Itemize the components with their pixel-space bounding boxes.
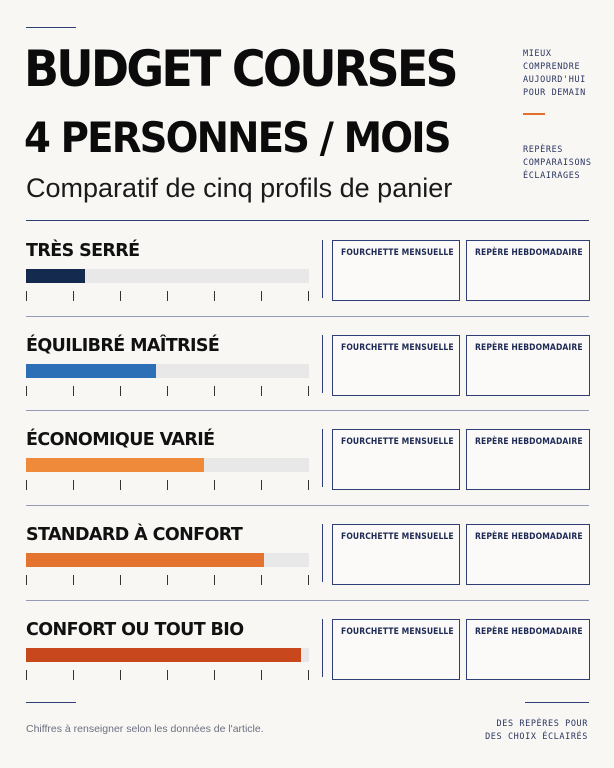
- scale-tick: [73, 670, 74, 680]
- side-tagline-line: REPÈRES: [523, 145, 564, 155]
- scale-tick: [120, 480, 121, 490]
- budget-bar-fill: [26, 458, 204, 472]
- page-title: BUDGET COURSES: [24, 40, 456, 98]
- monthly-range-box: [332, 619, 460, 680]
- scale-tick: [167, 291, 168, 301]
- monthly-range-label: FOURCHETTE MENSUELLE: [341, 248, 454, 258]
- side-tagline-line: ÉCLAIRAGES: [523, 171, 581, 181]
- page-subtitle: Comparatif de cinq profils de panier: [26, 173, 453, 203]
- scale-tick: [167, 575, 168, 585]
- budget-bar-track: [26, 458, 309, 472]
- monthly-range-box: [332, 335, 460, 396]
- scale-tick: [214, 386, 215, 396]
- weekly-benchmark-box: [466, 240, 590, 301]
- column-separator: [322, 619, 323, 677]
- profile-label: TRÈS SERRÉ: [26, 241, 140, 261]
- scale-tick: [214, 480, 215, 490]
- budget-bar-fill: [26, 269, 85, 283]
- footer-tagline: [485, 718, 588, 744]
- profile-label: ÉQUILIBRÉ MAÎTRISÉ: [26, 336, 220, 356]
- scale-tick: [308, 670, 309, 680]
- budget-bar-track: [26, 269, 309, 283]
- page-title-line2: 4 PERSONNES / MOIS: [24, 113, 450, 162]
- scale-tick: [261, 670, 262, 680]
- column-separator: [322, 524, 323, 582]
- monthly-range-box: [332, 240, 460, 301]
- scale-tick: [167, 670, 168, 680]
- budget-bar-track: [26, 364, 309, 378]
- scale-tick: [214, 291, 215, 301]
- budget-bar-fill: [26, 648, 301, 662]
- side-tagline-line: COMPARAISONS: [523, 158, 592, 168]
- profile-row: [0, 524, 614, 619]
- scale-tick: [73, 291, 74, 301]
- monthly-range-label: FOURCHETTE MENSUELLE: [341, 532, 454, 542]
- scale-tick: [73, 480, 74, 490]
- scale-tick: [308, 386, 309, 396]
- scale-tick: [214, 670, 215, 680]
- profile-row: [0, 429, 614, 524]
- budget-bar-track: [26, 553, 309, 567]
- monthly-range-label: FOURCHETTE MENSUELLE: [341, 627, 454, 637]
- scale-tick: [26, 480, 27, 490]
- scale-tick: [308, 291, 309, 301]
- top-rule: [26, 27, 76, 28]
- scale-tick: [308, 575, 309, 585]
- profile-label: CONFORT OU TOUT BIO: [26, 620, 244, 640]
- scale-tick: [73, 386, 74, 396]
- side-tagline-line: POUR DEMAIN: [523, 88, 586, 98]
- column-separator: [322, 429, 323, 487]
- scale-tick: [261, 480, 262, 490]
- monthly-range-label: FOURCHETTE MENSUELLE: [341, 437, 454, 447]
- footer-rule-left: [26, 702, 76, 703]
- budget-bar-fill: [26, 364, 156, 378]
- scale-tick: [167, 480, 168, 490]
- profile-label: STANDARD À CONFORT: [26, 525, 243, 545]
- side-tagline-line: AUJOURD'HUI: [523, 75, 586, 85]
- profile-row: [0, 619, 614, 714]
- scale-tick: [26, 670, 27, 680]
- profile-row: [0, 240, 614, 335]
- scale-tick: [73, 575, 74, 585]
- footer-tagline-line: DES CHOIX ÉCLAIRÉS: [485, 732, 588, 742]
- scale-tick: [26, 291, 27, 301]
- weekly-benchmark-box: [466, 619, 590, 680]
- side-tagline-top: [523, 48, 586, 100]
- weekly-benchmark-label: REPÈRE HEBDOMADAIRE: [475, 248, 583, 258]
- weekly-benchmark-box: [466, 524, 590, 585]
- profile-label: ÉCONOMIQUE VARIÉ: [26, 430, 215, 450]
- scale-tick: [261, 575, 262, 585]
- accent-dash: [523, 113, 545, 115]
- profile-row: [0, 335, 614, 430]
- scale-tick: [26, 575, 27, 585]
- side-tagline-bottom: [523, 144, 592, 183]
- weekly-benchmark-box: [466, 429, 590, 490]
- weekly-benchmark-label: REPÈRE HEBDOMADAIRE: [475, 532, 583, 542]
- footer-rule-right: [525, 702, 589, 703]
- weekly-benchmark-label: REPÈRE HEBDOMADAIRE: [475, 437, 583, 447]
- budget-bar-track: [26, 648, 309, 662]
- budget-bar-fill: [26, 553, 264, 567]
- scale-tick: [120, 291, 121, 301]
- monthly-range-box: [332, 524, 460, 585]
- scale-tick: [120, 386, 121, 396]
- section-divider: [26, 220, 589, 221]
- footer-note: Chiffres à renseigner selon les données de l'article.: [26, 723, 264, 735]
- scale-tick: [167, 386, 168, 396]
- scale-tick: [308, 480, 309, 490]
- scale-tick: [120, 670, 121, 680]
- footer-tagline-line: DES REPÈRES POUR: [496, 719, 588, 729]
- weekly-benchmark-label: REPÈRE HEBDOMADAIRE: [475, 343, 583, 353]
- monthly-range-box: [332, 429, 460, 490]
- scale-tick: [26, 386, 27, 396]
- scale-tick: [214, 575, 215, 585]
- side-tagline-line: MIEUX: [523, 49, 552, 59]
- column-separator: [322, 335, 323, 393]
- monthly-range-label: FOURCHETTE MENSUELLE: [341, 343, 454, 353]
- column-separator: [322, 240, 323, 298]
- scale-tick: [120, 575, 121, 585]
- side-tagline-line: COMPRENDRE: [523, 62, 581, 72]
- weekly-benchmark-box: [466, 335, 590, 396]
- scale-tick: [261, 386, 262, 396]
- scale-tick: [261, 291, 262, 301]
- weekly-benchmark-label: REPÈRE HEBDOMADAIRE: [475, 627, 583, 637]
